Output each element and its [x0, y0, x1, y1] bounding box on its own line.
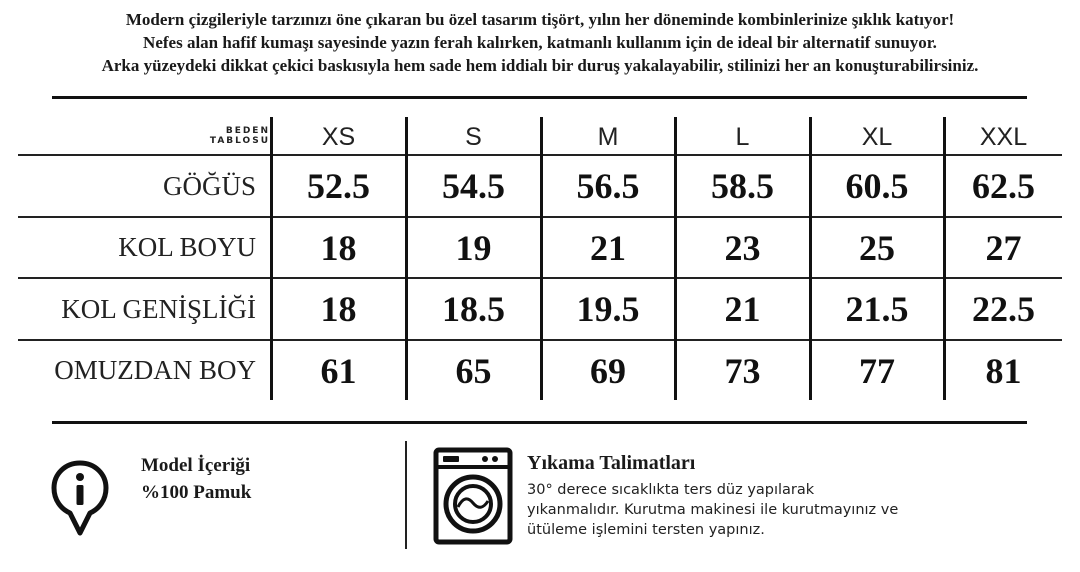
size-table-corner-label [18, 117, 270, 154]
size-header-xl: XL [861, 122, 893, 151]
table-cell: 52.5 [307, 166, 370, 206]
table-cell: 65 [455, 350, 492, 391]
description-line: Arka yüzeydeki dikkat çekici baskısıyla hem sade hem iddialı bir duruş yakalayabilir, stilinizi her an konuşturabilirsiniz. [101, 56, 979, 75]
corner-label-line: TABLOSU [209, 135, 270, 146]
table-cell: 62.5 [972, 166, 1035, 206]
table-cell: 18 [320, 289, 357, 329]
model-content-title: Model İçeriği [141, 455, 251, 476]
table-cell: 77 [859, 350, 895, 391]
product-description [0, 8, 1080, 77]
size-header-xxl: XXL [979, 122, 1028, 151]
bottom-divider [52, 421, 1027, 424]
top-divider [52, 96, 1027, 99]
table-cell: 56.5 [576, 166, 640, 206]
table-cell: 73 [724, 350, 761, 391]
size-header-xs: XS [321, 122, 356, 151]
size-header-m: M [597, 122, 619, 151]
size-table [18, 117, 1062, 400]
info-icon [50, 459, 110, 541]
vertical-divider [405, 441, 407, 549]
table-cell: 61 [320, 350, 357, 391]
table-cell: 18.5 [442, 289, 505, 329]
washing-instructions-line: yıkanmalıdır. Kurutma makinesi ile kurutmayınız ve [527, 502, 899, 518]
table-cell: 21 [590, 227, 626, 268]
table-cell: 19.5 [576, 289, 640, 329]
size-header-s: S [465, 122, 482, 151]
washing-machine-icon [433, 447, 513, 545]
model-content-value: %100 Pamuk [141, 482, 252, 503]
table-cell: 23 [724, 227, 761, 268]
table-cell: 81 [985, 350, 1022, 391]
table-cell: 21.5 [845, 289, 909, 329]
row-label-length-from-shoulder: OMUZDAN BOY [54, 355, 256, 385]
washing-instructions-title: Yıkama Talimatları [527, 452, 696, 474]
table-cell: 58.5 [711, 166, 774, 206]
table-cell: 19 [455, 227, 492, 268]
description-line: Nefes alan hafif kumaşı sayesinde yazın ferah kalırken, katmanlı kullanım için de ideal bir alternatif sunuyor. [143, 33, 937, 52]
table-cell: 54.5 [442, 166, 505, 206]
table-cell: 27 [985, 227, 1022, 268]
table-cell: 60.5 [845, 166, 909, 206]
table-cell: 25 [859, 227, 895, 268]
size-header-l: L [735, 122, 750, 151]
table-cell: 69 [590, 350, 626, 391]
washing-instructions-text [527, 480, 997, 540]
row-label-chest: GÖĞÜS [162, 170, 256, 201]
table-cell: 21 [724, 289, 761, 329]
table-cell: 22.5 [972, 289, 1035, 329]
washing-instructions-line: 30° derece sıcaklıkta ters düz yapılarak [527, 482, 815, 498]
row-label-sleeve-width: KOL GENİŞLİĞİ [61, 293, 256, 324]
row-label-sleeve-length: KOL BOYU [118, 232, 256, 262]
washing-instructions-line: ütüleme işlemini tersten yapınız. [527, 522, 765, 538]
corner-label-line: BEDEN [225, 125, 270, 136]
table-cell: 18 [320, 227, 357, 268]
description-line: Modern çizgileriyle tarzınızı öne çıkaran bu özel tasarım tişört, yılın her döneminde kombinlerinize şıklık katıyor! [125, 10, 955, 29]
